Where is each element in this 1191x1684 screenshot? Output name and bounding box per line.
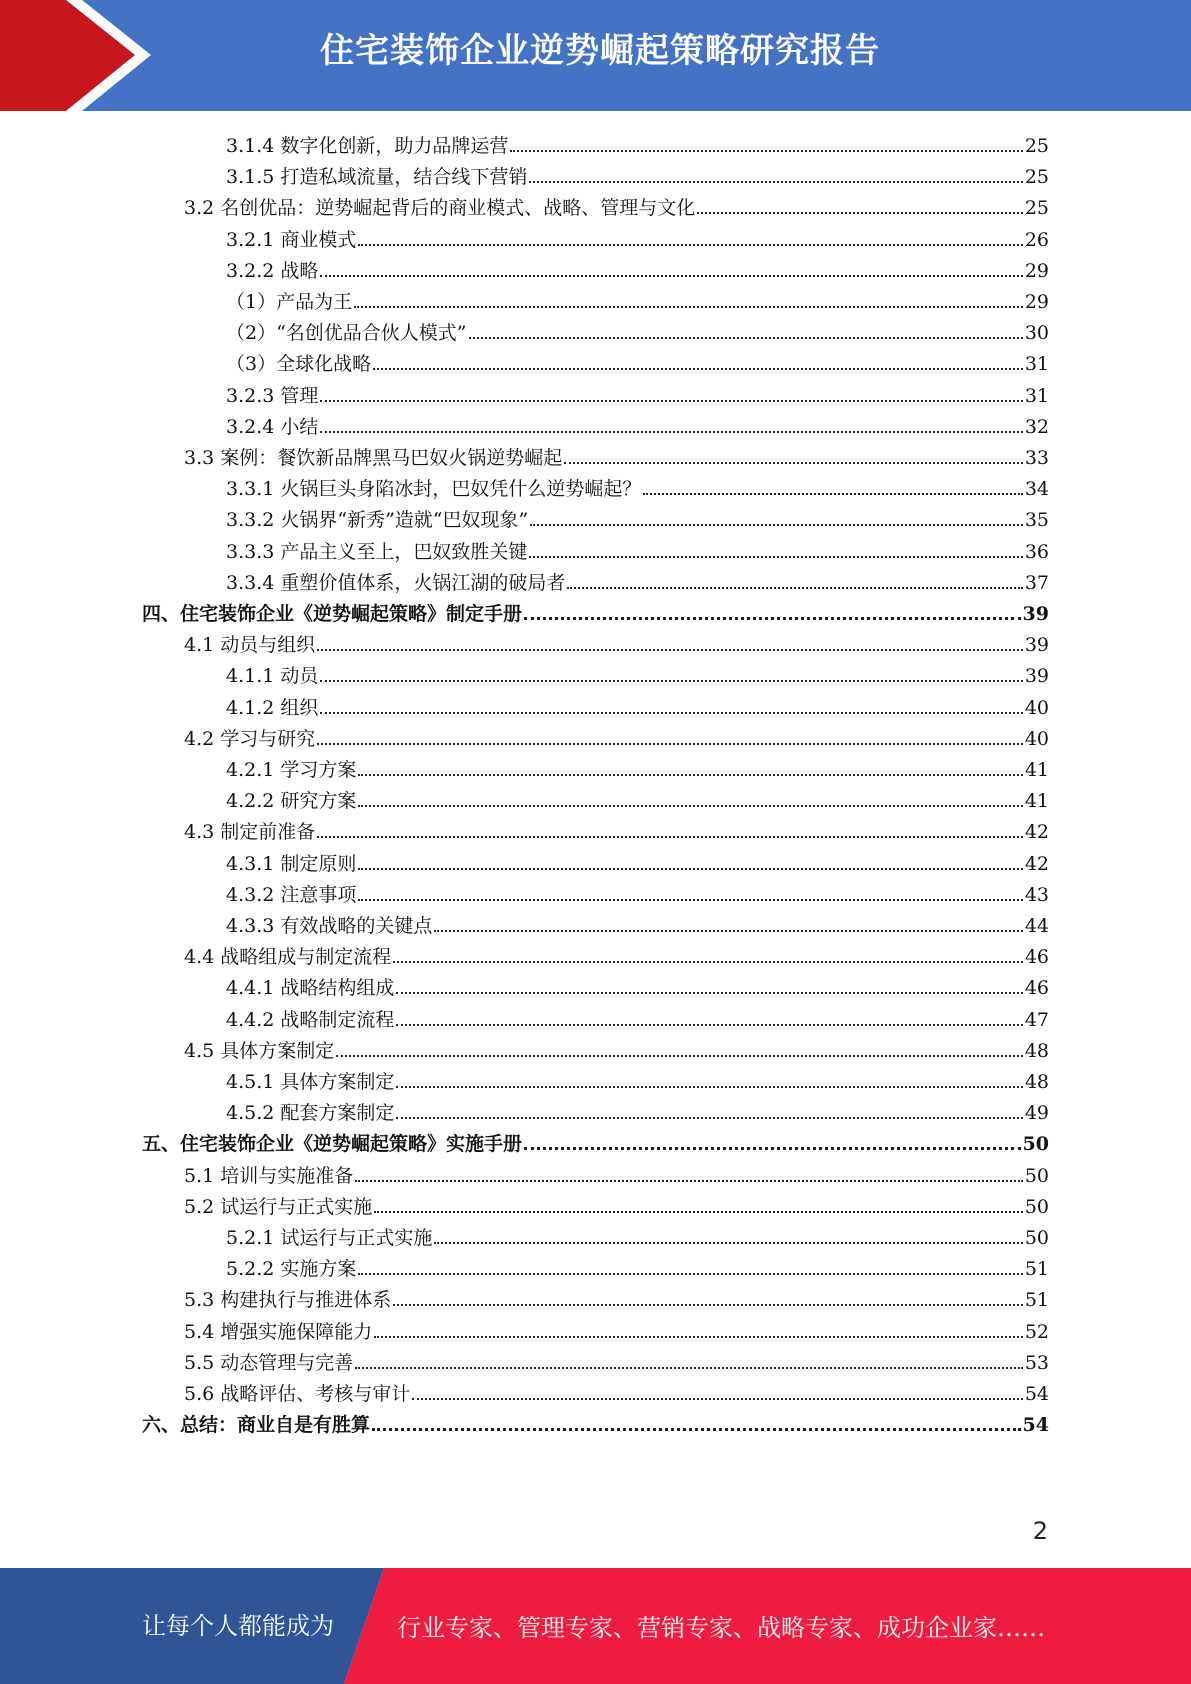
toc-entry-label: 4.4.1 战略结构组成 [226, 977, 395, 1000]
toc-entry[interactable] [226, 220, 1049, 251]
page-header [0, 0, 1191, 111]
toc-entry-page: 25 [1024, 135, 1049, 157]
toc-leader-dots [358, 899, 1022, 901]
toc-leader-dots [354, 306, 1023, 308]
toc-leader-dots [317, 836, 1023, 838]
toc-entry-label: 3.2 名创优品：逆势崛起背后的商业模式、战略、管理与文化 [184, 197, 696, 220]
toc-leader-dots [564, 462, 1023, 464]
toc-leader-dots [393, 1304, 1023, 1306]
toc-entry-label: 4.2.1 学习方案 [226, 759, 357, 781]
toc-entry[interactable] [226, 344, 1049, 375]
toc-leader-dots [358, 805, 1022, 807]
toc-entry-label: 4.5 具体方案制定 [184, 1039, 335, 1062]
toc-leader-dots [393, 961, 1023, 963]
toc-entry-page: 49 [1024, 1102, 1049, 1125]
toc-leader-dots [320, 400, 1022, 402]
footer-slogan-left: 让每个人都能成为 [142, 1612, 334, 1640]
toc-entry-label: 4.2 学习与研究 [184, 727, 316, 750]
toc-entry[interactable] [184, 1312, 1049, 1343]
toc-leader-dots [355, 1180, 1023, 1182]
toc-leader-dots [434, 1242, 1022, 1244]
toc-entry[interactable] [226, 126, 1049, 157]
toc-entry-page: 39 [1022, 603, 1049, 625]
toc-leader-dots [373, 368, 1023, 370]
toc-entry-page: 39 [1024, 665, 1049, 688]
toc-leader-dots [529, 181, 1022, 183]
toc-leader-dots [643, 493, 1022, 495]
toc-leader-dots [524, 617, 1021, 620]
toc-entry-page: 32 [1024, 415, 1049, 438]
toc-leader-dots [320, 680, 1022, 682]
toc-leader-dots [358, 1273, 1022, 1275]
toc-entry-page: 31 [1024, 384, 1049, 407]
toc-leader-dots [530, 524, 1023, 526]
toc-entry-label: 3.3.1 火锅巨头身陷冰封，巴奴凭什么逆势崛起？ [226, 478, 642, 501]
toc-leader-dots [336, 1055, 1023, 1057]
toc-entry[interactable] [226, 313, 1049, 344]
toc-entry[interactable] [226, 906, 1049, 937]
toc-entry-page: 43 [1024, 883, 1049, 906]
toc-entry[interactable] [226, 688, 1049, 719]
toc-leader-dots [320, 712, 1022, 714]
toc-entry-page: 25 [1024, 197, 1049, 220]
toc-entry-page: 31 [1024, 353, 1049, 376]
toc-entry-page: 36 [1024, 540, 1049, 563]
toc-entry[interactable] [184, 1031, 1049, 1062]
toc-entry-page: 41 [1024, 790, 1049, 813]
toc-leader-dots [317, 743, 1023, 745]
toc-entry[interactable] [226, 157, 1049, 188]
toc-entry[interactable] [226, 407, 1049, 438]
toc-entry-page: 29 [1024, 291, 1049, 313]
toc-entry[interactable] [226, 376, 1049, 407]
toc-leader-dots [396, 1024, 1022, 1026]
toc-entry[interactable] [184, 1187, 1049, 1218]
toc-entry-label: 3.1.5 打造私域流量，结合线下营销 [226, 166, 528, 189]
toc-entry-page: 44 [1024, 915, 1049, 937]
toc-entry-label: 5.4 增强实施保障能力 [184, 1320, 373, 1343]
toc-entry-page: 51 [1024, 1258, 1049, 1281]
toc-entry-page: 30 [1024, 322, 1049, 345]
toc-entry-label: 4.3.2 注意事项 [226, 883, 357, 906]
toc-entry-label: 五、住宅装饰企业《逆势崛起策略》实施手册 [142, 1133, 523, 1156]
toc-entry-page: 53 [1024, 1351, 1049, 1374]
report-title: 住宅装饰企业逆势崛起策略研究报告 [320, 31, 880, 71]
toc-entry-label: 4.1.2 组织 [226, 696, 319, 719]
toc-leader-dots [469, 337, 1023, 339]
toc-leader-dots [358, 244, 1022, 246]
toc-entry-page: 37 [1024, 571, 1049, 594]
toc-entry-page: 48 [1024, 1039, 1049, 1062]
toc-entry-label: 5.5 动态管理与完善 [184, 1351, 354, 1374]
toc-entry-label: 3.2.3 管理 [226, 384, 319, 407]
toc-entry[interactable] [226, 781, 1049, 812]
toc-entry-page: 54 [1024, 1383, 1049, 1405]
toc-entry-label: 3.3 案例：餐饮新品牌黑马巴奴火锅逆势崛起 [184, 447, 563, 469]
toc-leader-dots [510, 150, 1022, 152]
toc-entry-page: 40 [1024, 696, 1049, 719]
toc-entry[interactable] [184, 1280, 1049, 1311]
toc-entry[interactable] [226, 875, 1049, 906]
toc-entry-label: 5.2 试运行与正式实施 [184, 1195, 373, 1218]
toc-entry-label: 4.3.3 有效战略的关键点 [226, 915, 433, 937]
toc-entry-label: 5.2.2 实施方案 [226, 1258, 357, 1281]
toc-entry-label: 4.2.2 研究方案 [226, 790, 357, 813]
toc-entry-page: 42 [1024, 852, 1049, 875]
toc-entry-page: 33 [1024, 447, 1049, 469]
toc-leader-dots [317, 649, 1023, 651]
toc-entry[interactable] [226, 1062, 1049, 1093]
toc-entry-page: 42 [1024, 821, 1049, 844]
toc-entry-page: 51 [1024, 1289, 1049, 1312]
toc-leader-dots [412, 1398, 1023, 1400]
page-number: 2 [1032, 1517, 1048, 1545]
toc-entry-label: （1）产品为王 [226, 291, 353, 313]
toc-entry[interactable] [184, 1343, 1049, 1374]
toc-leader-dots [374, 1211, 1023, 1213]
toc-entry-page: 54 [1022, 1414, 1049, 1437]
toc-entry-page: 50 [1024, 1195, 1049, 1218]
toc-leader-dots [396, 992, 1022, 994]
toc-entry-label: 六、总结：商业自是有胜算 [142, 1414, 371, 1437]
toc-entry-label: 4.3.1 制定原则 [226, 852, 357, 875]
toc-entry[interactable] [226, 750, 1049, 781]
toc-entry[interactable] [226, 1093, 1049, 1124]
toc-entry[interactable] [226, 1000, 1049, 1031]
toc-entry-page: 26 [1024, 228, 1049, 251]
toc-leader-dots [396, 1086, 1022, 1088]
toc-entry-label: （2）“名创优品合伙人模式” [226, 322, 467, 345]
toc-entry[interactable] [226, 844, 1049, 875]
toc-entry-page: 46 [1024, 977, 1049, 1000]
toc-entry-label: 4.1 动员与组织 [184, 634, 316, 657]
toc-leader-dots [524, 1147, 1021, 1150]
toc-entry-label: 5.6 战略评估、考核与审计 [184, 1383, 411, 1405]
toc-leader-dots [396, 1117, 1022, 1119]
footer-slogan-right: 行业专家、管理专家、营销专家、战略专家、成功企业家…… [397, 1614, 1045, 1642]
toc-entry-label: 4.3 制定前准备 [184, 821, 316, 844]
toc-entry-label: 3.2.2 战略 [226, 259, 319, 282]
toc-entry[interactable] [226, 532, 1049, 563]
toc-entry-label: 4.5.1 具体方案制定 [226, 1071, 395, 1093]
toc-entry-label: 3.2.1 商业模式 [226, 228, 357, 251]
toc-entry[interactable] [226, 282, 1049, 313]
toc-entry[interactable] [184, 625, 1049, 656]
toc-entry-label: （3）全球化战略 [226, 353, 372, 376]
toc-leader-dots [320, 275, 1022, 277]
toc-entry-label: 4.1.1 动员 [226, 665, 319, 688]
toc-entry-label: 4.4 战略组成与制定流程 [184, 946, 392, 969]
toc-entry-page: 50 [1024, 1227, 1049, 1249]
toc-leader-dots [434, 930, 1022, 932]
toc-entry-page: 41 [1024, 759, 1049, 781]
toc-entry[interactable] [184, 188, 1049, 219]
toc-entry-label: 3.2.4 小结 [226, 415, 319, 438]
toc-entry[interactable] [184, 719, 1049, 750]
toc-entry[interactable] [226, 500, 1049, 531]
page-footer [0, 1568, 1191, 1684]
toc-entry-label: 5.3 构建执行与推进体系 [184, 1289, 392, 1312]
toc-entry-page: 29 [1024, 259, 1049, 282]
toc-entry-page: 25 [1024, 166, 1049, 189]
toc-entry-page: 34 [1024, 478, 1049, 501]
toc-leader-dots [374, 1336, 1023, 1338]
toc-entry[interactable] [226, 1249, 1049, 1280]
toc-entry-label: 4.5.2 配套方案制定 [226, 1102, 395, 1125]
toc-entry-page: 50 [1022, 1133, 1049, 1156]
toc-leader-dots [320, 431, 1022, 433]
toc-leader-dots [358, 774, 1022, 776]
toc-entry[interactable] [226, 968, 1049, 999]
toc-leader-dots [358, 868, 1022, 870]
toc-entry[interactable] [184, 438, 1049, 469]
toc-leader-dots [355, 1367, 1023, 1369]
toc-entry-page: 46 [1024, 946, 1049, 969]
toc-leader-dots [372, 1428, 1021, 1431]
toc-leader-dots [529, 556, 1022, 558]
toc-leader-dots [567, 587, 1022, 589]
toc-entry[interactable] [142, 594, 1049, 625]
toc-entry-label: 3.3.3 产品主义至上，巴奴致胜关键 [226, 540, 528, 563]
toc-entry-page: 39 [1024, 634, 1049, 657]
toc-entry-page: 52 [1024, 1320, 1049, 1343]
toc-entry-page: 48 [1024, 1071, 1049, 1093]
toc-leader-dots [697, 212, 1023, 214]
toc-entry[interactable] [184, 1156, 1049, 1187]
toc-entry[interactable] [184, 937, 1049, 968]
toc-entry-page: 50 [1024, 1164, 1049, 1187]
toc-entry-label: 3.3.2 火锅界“新秀”造就“巴奴现象” [226, 509, 529, 532]
toc-entry[interactable] [226, 469, 1049, 500]
toc-entry[interactable] [226, 251, 1049, 282]
toc-entry-page: 40 [1024, 727, 1049, 750]
toc-entry[interactable] [142, 1405, 1049, 1436]
toc-entry-label: 3.3.4 重塑价值体系，火锅江湖的破局者 [226, 571, 566, 594]
toc-entry[interactable] [226, 1218, 1049, 1249]
toc-entry[interactable] [226, 656, 1049, 687]
toc-entry[interactable] [142, 1124, 1049, 1155]
toc-entry-page: 35 [1024, 509, 1049, 532]
toc-entry-page: 47 [1024, 1008, 1049, 1031]
toc-entry-label: 5.1 培训与实施准备 [184, 1164, 354, 1187]
toc-entry-label: 5.2.1 试运行与正式实施 [226, 1227, 433, 1249]
toc-entry-label: 四、住宅装饰企业《逆势崛起策略》制定手册 [142, 603, 523, 625]
toc-entry[interactable] [184, 812, 1049, 843]
toc-entry-label: 4.4.2 战略制定流程 [226, 1008, 395, 1031]
toc-entry[interactable] [226, 563, 1049, 594]
toc-entry-label: 3.1.4 数字化创新，助力品牌运营 [226, 135, 509, 157]
toc-entry[interactable] [184, 1374, 1049, 1405]
